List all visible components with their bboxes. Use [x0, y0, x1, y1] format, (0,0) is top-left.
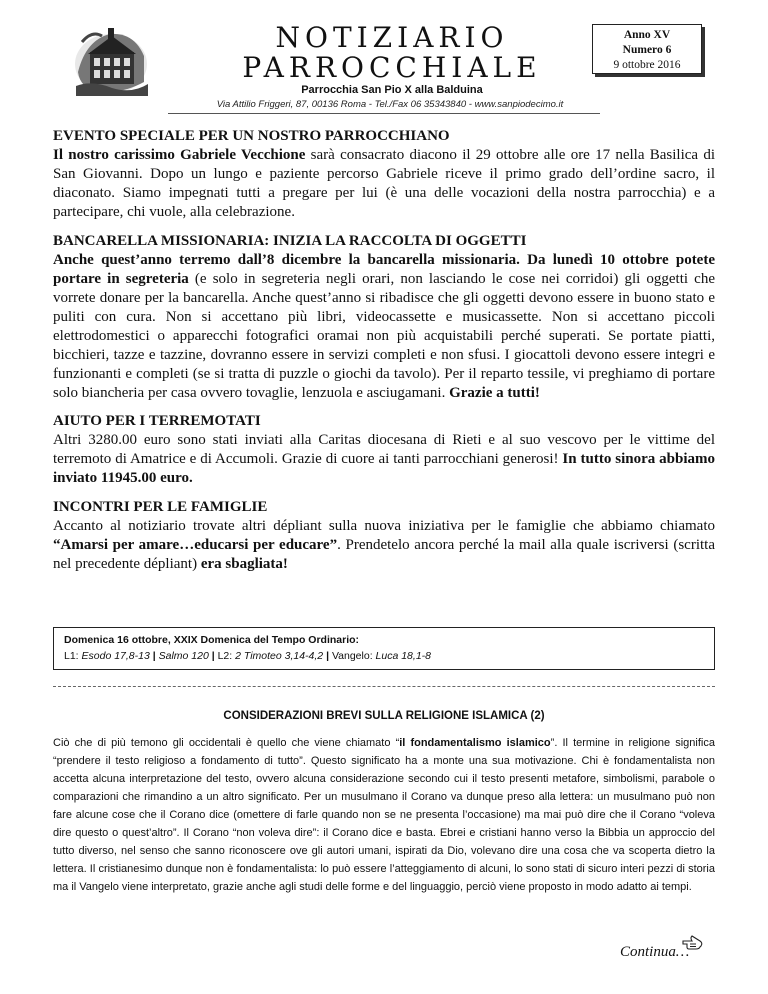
gospel-label: Vangelo: — [331, 650, 376, 662]
reading-1-ref: Esodo 17,8-13 — [81, 650, 150, 662]
church-building-icon — [72, 22, 150, 100]
masthead-divider — [168, 113, 600, 114]
article-body — [53, 146, 715, 222]
section-text: Ciò che di più temono gli occidentali è quello che viene chiamato “ — [53, 737, 400, 749]
liturgy-heading: Domenica 16 ottobre, XXIX Domenica del Tempo Ordinario: — [64, 634, 360, 646]
separator: | — [208, 650, 218, 662]
continua-label: Continua… — [620, 944, 690, 960]
article-closing: era sbagliata! — [200, 556, 288, 572]
pointing-hand-icon — [682, 932, 704, 952]
reading-1-label: L1: — [64, 650, 82, 662]
liturgy-readings — [64, 648, 704, 664]
psalm-ref: Salmo 120 — [158, 650, 209, 662]
article-heading: BANCARELLA MISSIONARIA: INIZIA LA RACCOLTA DI OGGETTI — [53, 233, 527, 249]
issue-number: Numero 6 — [622, 44, 672, 56]
issue-info-box — [592, 24, 702, 74]
article-body — [53, 251, 715, 403]
article-body — [53, 517, 715, 574]
issue-date: 9 ottobre 2016 — [613, 59, 681, 71]
article-text: . Prendetelo ancora perché la mail alla quale iscriversi (scritta nel precedente dépliant) — [53, 537, 715, 572]
initiative-title: “Amarsi per amare…educarsi per educare” — [53, 537, 338, 553]
liturgy-box — [53, 627, 715, 670]
reading-2-label: L2: — [217, 650, 236, 662]
section-body — [53, 734, 715, 896]
key-term: il fondamentalismo islamico — [399, 737, 551, 749]
article-closing: In tutto sinora abbiamo inviato 11945.00 euro. — [53, 451, 715, 486]
article-body — [53, 431, 715, 488]
separator: | — [149, 650, 159, 662]
title-line-2: PARROCCHIALE — [242, 51, 542, 84]
article-text: Altri 3280.00 euro sono stati inviati alla Caritas diocesana di Rieti e al suo vescovo per le vittime del terremoto di Amatrice e di Accumoli. Grazie di cuore ai tanti parrocchiani generosi! — [53, 432, 715, 467]
section-heading: CONSIDERAZIONI BREVI SULLA RELIGIONE ISLAMICA (2) — [223, 710, 545, 722]
separator: | — [323, 650, 332, 662]
article-lead: Anche quest’anno terremo dall’8 dicembre la bancarella missionaria. Da lunedì 10 ottobre potete portare in segreteria — [53, 252, 715, 287]
article-lead: Il nostro carissimo Gabriele Vecchione — [53, 147, 306, 163]
issue-year: Anno XV — [623, 29, 671, 41]
article-text: Accanto al notiziario trovate altri dépliant sulla nuova iniziativa per le famiglie che abbiamo chiamato — [53, 518, 715, 534]
article-bancarella — [53, 232, 715, 403]
article-terremoto — [53, 412, 715, 488]
dashed-divider — [53, 686, 715, 687]
newsletter-title — [212, 21, 572, 84]
article-text: (e solo in segreteria negli orari, non lasciando le cose nei corridoi) gli oggetti che vorrete donare per la bancarella. Anche quest’anno si ribadisce che gli oggetti devono essere in buono stato e puliti con cura. Non si accettano più libri, videocassette e musicassette. Non si accettano piccoli elettrodomestici o apparecchi fotografici oramai non più acquistabili perché superati. Se portate piatti, bicchieri, tazze e tazzine, dovranno essere in servizi completi e non sfusi. I giocattoli devono essere integri e funzionanti e completi (se si tratta di puzzle o giochi da tavolo). Per il reparto tessile, vi preghiamo di portare solo biancheria per casa ovvero tovaglie, lenzuola e asciugamani. — [53, 271, 715, 401]
article-evento — [53, 127, 715, 222]
article-text: sarà consacrato diacono il 29 ottobre alle ore 17 nella Basilica di San Giovanni. Dopo un lungo e paziente percorso Gabriele riceve il primo grado dell’ordine sacro, il diaconato. Siamo impegnati tutti a pregare per lui (è una delle vocazioni della nostra parrocchia) e a partecipare, chi vuole, alla celebrazione. — [53, 147, 715, 220]
article-famiglie — [53, 498, 715, 574]
parish-name: Parrocchia San Pio X alla Balduina — [301, 84, 483, 96]
gospel-ref: Luca 18,1-8 — [375, 650, 431, 662]
article-heading: AIUTO PER I TERREMOTATI — [53, 413, 261, 429]
article-heading: EVENTO SPECIALE PER UN NOSTRO PARROCCHIANO — [53, 128, 450, 144]
article-heading: INCONTRI PER LE FAMIGLIE — [53, 499, 268, 515]
article-closing: Grazie a tutti! — [449, 385, 540, 401]
title-line-1: NOTIZIARIO — [275, 21, 509, 54]
parish-address: Via Attilio Friggeri, 87, 00136 Roma - Tel./Fax 06 35343840 - www.sanpiodecimo.it — [216, 99, 564, 110]
section-text: ”. Il termine in religione significa “prendere il testo religioso a fondamento di tutto”. Questo significato ha a monte una sua motivazione. Chi è fondamentalista non accetta alcuna interpretazione del testo, ovvero alcuna considerazione secondo cui il testo presenti metafore, simbolismi, parabole o comparazioni che rimandino a un altro significato. Per un musulmano il Corano va dunque preso alla lettera: un musulmano può non fare alcune cose che il Corano dice (omettere di farle quando non se ne presenta l’occasione) ma mai può dire che il Corano “voleva dire questo o quest’altro”. Il Corano “non voleva dire”: il Corano dice e basta. Ebrei e cristiani hanno verso la Bibbia un approccio del tutto diverso, nel senso che sanno riconoscere ove gli autori umani, ispirati da Dio, volevano dire una cosa che va scoperta dietro la lettera. Il cristianesimo dunque non è fondamentalista: lo può essere l’atteggiamento di alcuni, lo sono stati di sicuro interi pezzi di storia ma il Vangelo viene interpretato, grazie anche agli studi delle forme e del linguaggio, perciò viene proposto in modo adatto ai tempi. — [53, 737, 715, 893]
reading-2-ref: 2 Timoteo 3,14-4,2 — [235, 650, 324, 662]
